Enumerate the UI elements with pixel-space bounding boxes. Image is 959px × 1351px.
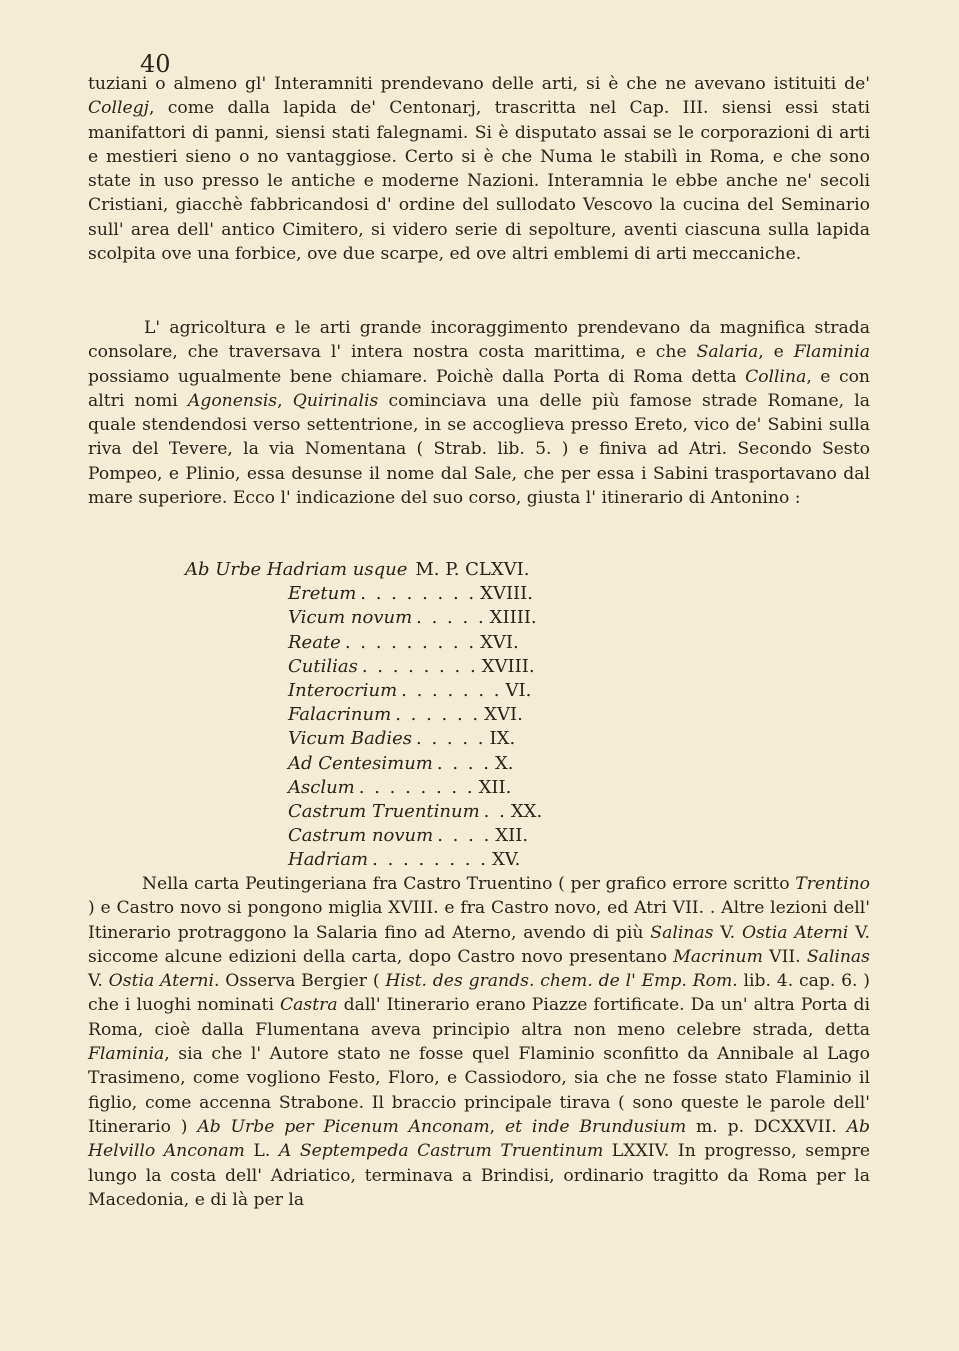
itinerary-place: Falacrinum [288,704,392,726]
itinerary-row [185,776,542,800]
italic-segment: Collegj [88,98,149,119]
italic-segment: Collina [745,366,807,387]
itinerary-miles: IX. [489,728,516,750]
itinerary-miles: VI. [505,680,532,702]
text-segment: V. [88,971,109,992]
itinerary-row [185,558,542,582]
itinerary-row [185,631,542,655]
itinerary-place: Ad Centesimum [288,752,433,774]
italic-segment: Trentino [795,874,870,894]
text-segment: VII. [762,946,807,967]
itinerary-miles: XII. [478,776,512,798]
itinerary-place: Cutilias [288,655,358,677]
itinerary-place: Vicum Badies [288,728,413,750]
itinerary-miles: XVI. [480,631,519,653]
text-segment: L' agricoltura e le arti grande incoraggimento prendevano da magnifica strada consolare, che traversava l' intera nostra costa marittima, e che [88,318,870,363]
text-segment: , e con altri nomi [88,366,870,411]
itinerary-dots: . . . . . . . . . [344,631,477,653]
itinerary-miles: XVI. [484,704,523,726]
itinerary-place: Hadriam [288,849,369,871]
italic-segment: Salaria [696,342,759,363]
itinerary-dots: . . . . [436,752,491,774]
text-segment: ) e Castro novo si pongono miglia XVIII. e fra Castro novo, ed Atri VII. . Altre lezioni dell' Itinerario protraggono la Salaria fino ad Aterno, avendo di più [88,898,870,943]
itinerary-dots: . . . . . . . . [360,583,477,605]
itinerary-place: Castrum Truentinum [288,801,480,823]
itinerary-place: Castrum novum [288,825,434,847]
italic-segment: et inde Brundusium [504,1116,687,1137]
text-segment: cominciava una delle più famose strade Romane, la quale stendendosi verso settentrione, in se accoglieva presso Ereto, vico de' Sabini sulla riva del Tevere, la via Nomentana ( Strab. lib. 5. ) e finiva ad Atri. Secondo Sesto Pompeo, e Plinio, essa desunse il nome dal Sale, che per essa i Sabini trasportavano dal mare superiore. Ecco l' indicazione del suo corso, giusta l' itinerario di Antonino : [88,390,870,509]
itinerary-miles: XVIII. [480,583,533,605]
italic-segment: Flaminia [88,1044,165,1065]
page-number: 40 [140,50,171,78]
text-segment: L. [244,1141,279,1162]
itinerary-place: Reate [288,631,341,653]
itinerary-row [185,752,542,776]
itinerary-dots: . . . . . . . [401,680,502,702]
italic-segment: Ostia Aterni [108,971,214,992]
italic-segment: Castra [280,995,338,1016]
italic-segment: Macrinum [673,946,763,967]
italic-segment: Ab Urbe per Picenum Anconam [197,1116,490,1137]
itinerary-row [185,703,542,727]
text-segment: Nella carta Peutingeriana fra Castro Truentino ( per grafico errore scritto [142,874,796,894]
itinerary-row [185,800,542,824]
itinerary-row [185,727,542,751]
itinerary-dots [407,558,415,582]
text-segment: , sia che l' Autore stato ne fosse quel Flaminio sconfitto da Annibale al Lago Trasimeno, come vogliono Festo, Floro, e Cassiodoro, sia che ne fosse stato Flaminio il figlio, come accenna Strabone. Il braccio principale tirava ( sono queste le parole dell' Itinerario ) [88,1044,870,1137]
italic-segment: Salinas [806,946,870,967]
text-segment: , [489,1116,505,1137]
itinerary-row [185,824,542,848]
itinerary-miles: XX. [510,801,543,823]
text-segment: tuziani o almeno gl' Interamniti prendevano delle arti, si è che ne avevano istituiti de' [88,74,870,94]
itinerary-place: Interocrium [288,680,398,702]
itinerary-dots: . . [483,801,507,823]
itinerary-dots: . . . . . [416,607,486,629]
itinerary-place: Ab Urbe Hadriam usque [185,559,408,580]
italic-segment: Flaminia [793,342,870,363]
itinerary-row [185,606,542,630]
itinerary-dots: . . . . . . . . [361,655,478,677]
text-segment: , [277,390,293,411]
italic-segment: Ostia Aterni [741,922,849,943]
itinerary-miles: XV. [491,849,521,871]
italic-segment: A Septempeda Castrum Truentinum [278,1141,604,1162]
text-segment: possiamo ugualmente bene chiamare. Poichè dalla Porta di Roma detta [88,366,746,387]
itinerary-table [185,558,542,873]
itinerary-row [185,655,542,679]
text-segment: , e [758,342,794,363]
paragraph-3 [88,872,870,1212]
italic-segment: Hist. des grands. chem. de l' Emp. Rom. [385,971,738,992]
itinerary-place: Vicum novum [288,607,413,629]
itinerary-dots: . . . . . . . . [358,776,475,798]
itinerary-dots: . . . . . . [395,704,481,726]
paragraph-2 [88,316,870,510]
text-segment: LXXIV. In progresso, sempre lungo la costa dell' Adriatico, terminava a Brindisi, ordinario tragitto da Roma per la Macedonia, e di là per la [88,1141,870,1210]
text-segment: . Osserva Bergier ( [214,971,386,992]
itinerary-miles: XVIII. [481,655,535,677]
itinerary-miles: XII. [495,825,529,847]
italic-segment: Agonensis [187,390,278,411]
text-segment: , come dalla lapida de' Centonarj, trascritta nel Cap. III. siensi essi stati manifattori di panni, siensi stati falegnami. Si è disputato assai se le corporazioni di arti e mestieri sieno o no vantaggiose. Certo si è che Numa le stabilì in Roma, e che sono state in uso presso le antiche e moderne Nazioni. Interamnia le ebbe anche ne' secoli Cristiani, giacchè fabbricandosi d' ordine del sullodato Vescovo la cucina del Seminario sull' area dell' antico Cimitero, si videro serie di sepolture, aventi ciascuna sulla lapida scolpita ove una forbice, ove due scarpe, ed ove altri emblemi di arti meccaniche. [88,98,870,265]
itinerary-row [185,582,542,606]
itinerary-dots: . . . . [437,825,492,847]
italic-segment: Quirinalis [292,390,379,411]
itinerary-miles: M. P. CLXVI. [415,559,530,580]
itinerary-dots: . . . . . . . . [372,849,488,871]
text-segment: m. p. DCXXVII. [686,1116,847,1137]
italic-segment: Salinas [650,922,714,943]
text-segment: V. [713,922,742,943]
text-segment: lib. 4. cap. 6. ) che i luoghi nominati [88,971,871,1016]
itinerary-dots: . . . . . [416,728,486,750]
text-segment: dall' Itinerario erano Piazze fortificate. Da un' altra Porta di Roma, cioè dalla Flumentana aveva principio altra non meno celebre strada, detta [88,995,870,1040]
itinerary-place: Eretum [288,583,357,605]
itinerary-miles: X. [494,752,514,774]
itinerary-miles: XIIII. [489,607,537,629]
itinerary-row [185,679,542,703]
italic-segment: Ab Helvillo Anconam [88,1116,870,1162]
text-segment: V. siccome alcune edizioni della carta, dopo Castro novo presentano [88,922,870,967]
itinerary-place: Asclum [288,776,355,798]
itinerary-row [185,848,542,872]
paragraph-1 [88,72,870,266]
